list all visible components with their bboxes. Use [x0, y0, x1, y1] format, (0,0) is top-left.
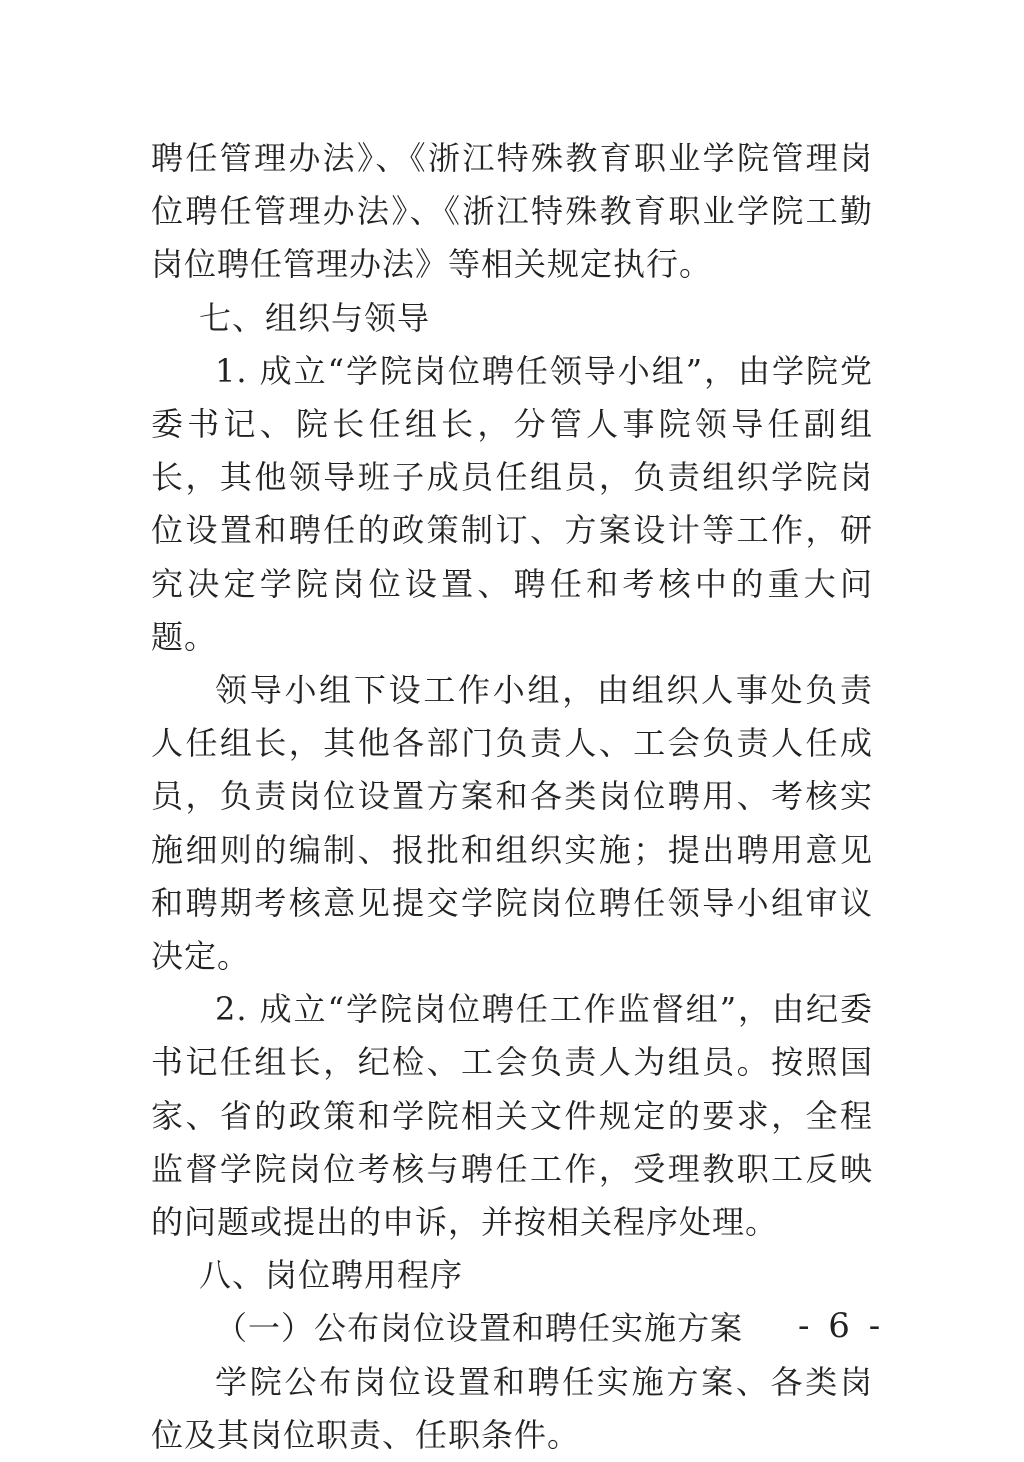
subheading-publish-plan: （一）公布岗位设置和聘任实施方案 — [215, 1309, 744, 1348]
section-heading-organization: 七、组织与领导 — [199, 298, 431, 337]
page-number: - 6 - — [798, 1306, 885, 1346]
paragraph-publish-plan: 学院公布岗位设置和聘任实施方案、各类岗位及其岗位职责、任职条件。 — [151, 1362, 873, 1454]
intro-paragraph: 聘任管理办法》、《浙江特殊教育职业学院管理岗位聘任管理办法》、《浙江特殊教育职业学院工勤岗位聘任管理办法》等相关规定执行。 — [151, 139, 873, 284]
document-body — [151, 132, 873, 1462]
paragraph-supervision-group: 2. 成立“学院岗位聘任工作监督组”，由纪委书记任组长，纪检、工会负责人为组员。按照国家、省的政策和学院相关文件规定的要求，全程监督学院岗位考核与聘任工作，受理教职工反映的问题或提出的申诉，并按相关程序处理。 — [151, 990, 873, 1242]
section-heading-hiring-procedure: 八、岗位聘用程序 — [199, 1256, 464, 1295]
paragraph-working-group: 领导小组下设工作小组，由组织人事处负责人任组长，其他各部门负责人、工会负责人任成员，负责岗位设置方案和各类岗位聘用、考核实施细则的编制、报批和组织实施；提出聘用意见和聘期考核意见提交学院岗位聘任领导小组审议决定。 — [151, 671, 873, 976]
paragraph-leadership-group: 1. 成立“学院岗位聘任领导小组”，由学院党委书记、院长任组长，分管人事院领导任副组长，其他领导班子成员任组员，负责组织学院岗位设置和聘任的政策制订、方案设计等工作，研究决定学院岗位设置、聘任和考核中的重大问题。 — [151, 351, 873, 656]
